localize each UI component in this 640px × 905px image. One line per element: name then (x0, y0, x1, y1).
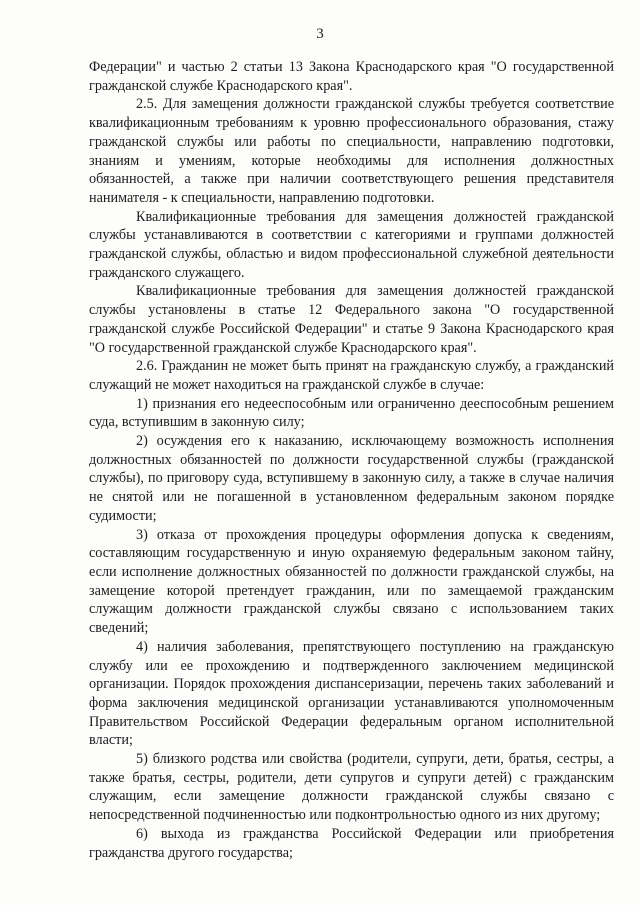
paragraph-continuation: Федерации" и частью 2 статьи 13 Закона Краснодарского края "О государственной гражданской службе Краснодарского края". (89, 59, 614, 94)
page-number: 3 (316, 26, 324, 42)
paragraph-qualification-categories: Квалификационные требования для замещения должностей гражданской службы устанавливаются в соответствии с категориями и группами должностей гражданской службы, областью и видом профессиональной служебной деятельности гражданского служащего. (89, 208, 614, 281)
list-item-3: 3) отказа от прохождения процедуры оформления допуска к сведениям, составляющим государственную и иную охраняемую федеральным законом тайну, если исполнение должностных обязанностей по должности гражданской службы, на замещение которой претендует гражданин, или по замещаемой гражданским служащим должности гражданской службы связано с использованием таких сведений; (89, 526, 614, 637)
document-body (89, 58, 614, 862)
list-item-5: 5) близкого родства или свойства (родители, супруги, дети, братья, сестры, а также братья, сестры, родители, дети супругов и супруги детей) с гражданским служащим, если замещение должности гражданской службы связано с непосредственной подчиненностью или подконтрольностью одного из них другому; (89, 751, 614, 824)
paragraph-2-6: 2.6. Гражданин не может быть принят на гражданскую службу, а гражданский служащий не может находиться на гражданской службе в случае: (89, 358, 614, 393)
paragraph-2-5: 2.5. Для замещения должности гражданской службы требуется соответствие квалификационным требованиям к уровню профессионального образования, стажу гражданской службы или работы по специальности, направлению подготовки, знаниям и умениям, которые необходимы для исполнения должностных обязанностей, а также при наличии соответствующего решения представителя нанимателя - к специальности, направлению подготовки. (89, 96, 614, 206)
list-item-2: 2) осуждения его к наказанию, исключающему возможность исполнения должностных обязанностей по должности государственной службы (гражданской службы), по приговору суда, вступившему в законную силу, а также в случае наличия не снятой или не погашенной в установленном федеральным законом порядке судимости; (89, 433, 614, 524)
list-item-4: 4) наличия заболевания, препятствующего поступлению на гражданскую службу или ее прохождению и подтвержденного заключением медицинской организации. Порядок прохождения диспансеризации, перечень таких заболеваний и форма заключения медицинской организации устанавливаются уполномоченным Правительством Российской Федерации федеральным органом исполнительной власти; (89, 638, 614, 749)
list-item-6: 6) выхода из гражданства Российской Федерации или приобретения гражданства другого государства; (89, 825, 614, 861)
list-item-1: 1) признания его недееспособным или ограниченно дееспособным решением суда, вступившим в законную силу; (89, 395, 614, 431)
paragraph-qualification-laws: Квалификационные требования для замещения должностей гражданской службы установлены в статье 12 Федерального закона "О государственной гражданской службе Российской Федерации" и статье 9 Закона Краснодарского края "О государственной гражданской службе Краснодарского края". (89, 283, 614, 356)
